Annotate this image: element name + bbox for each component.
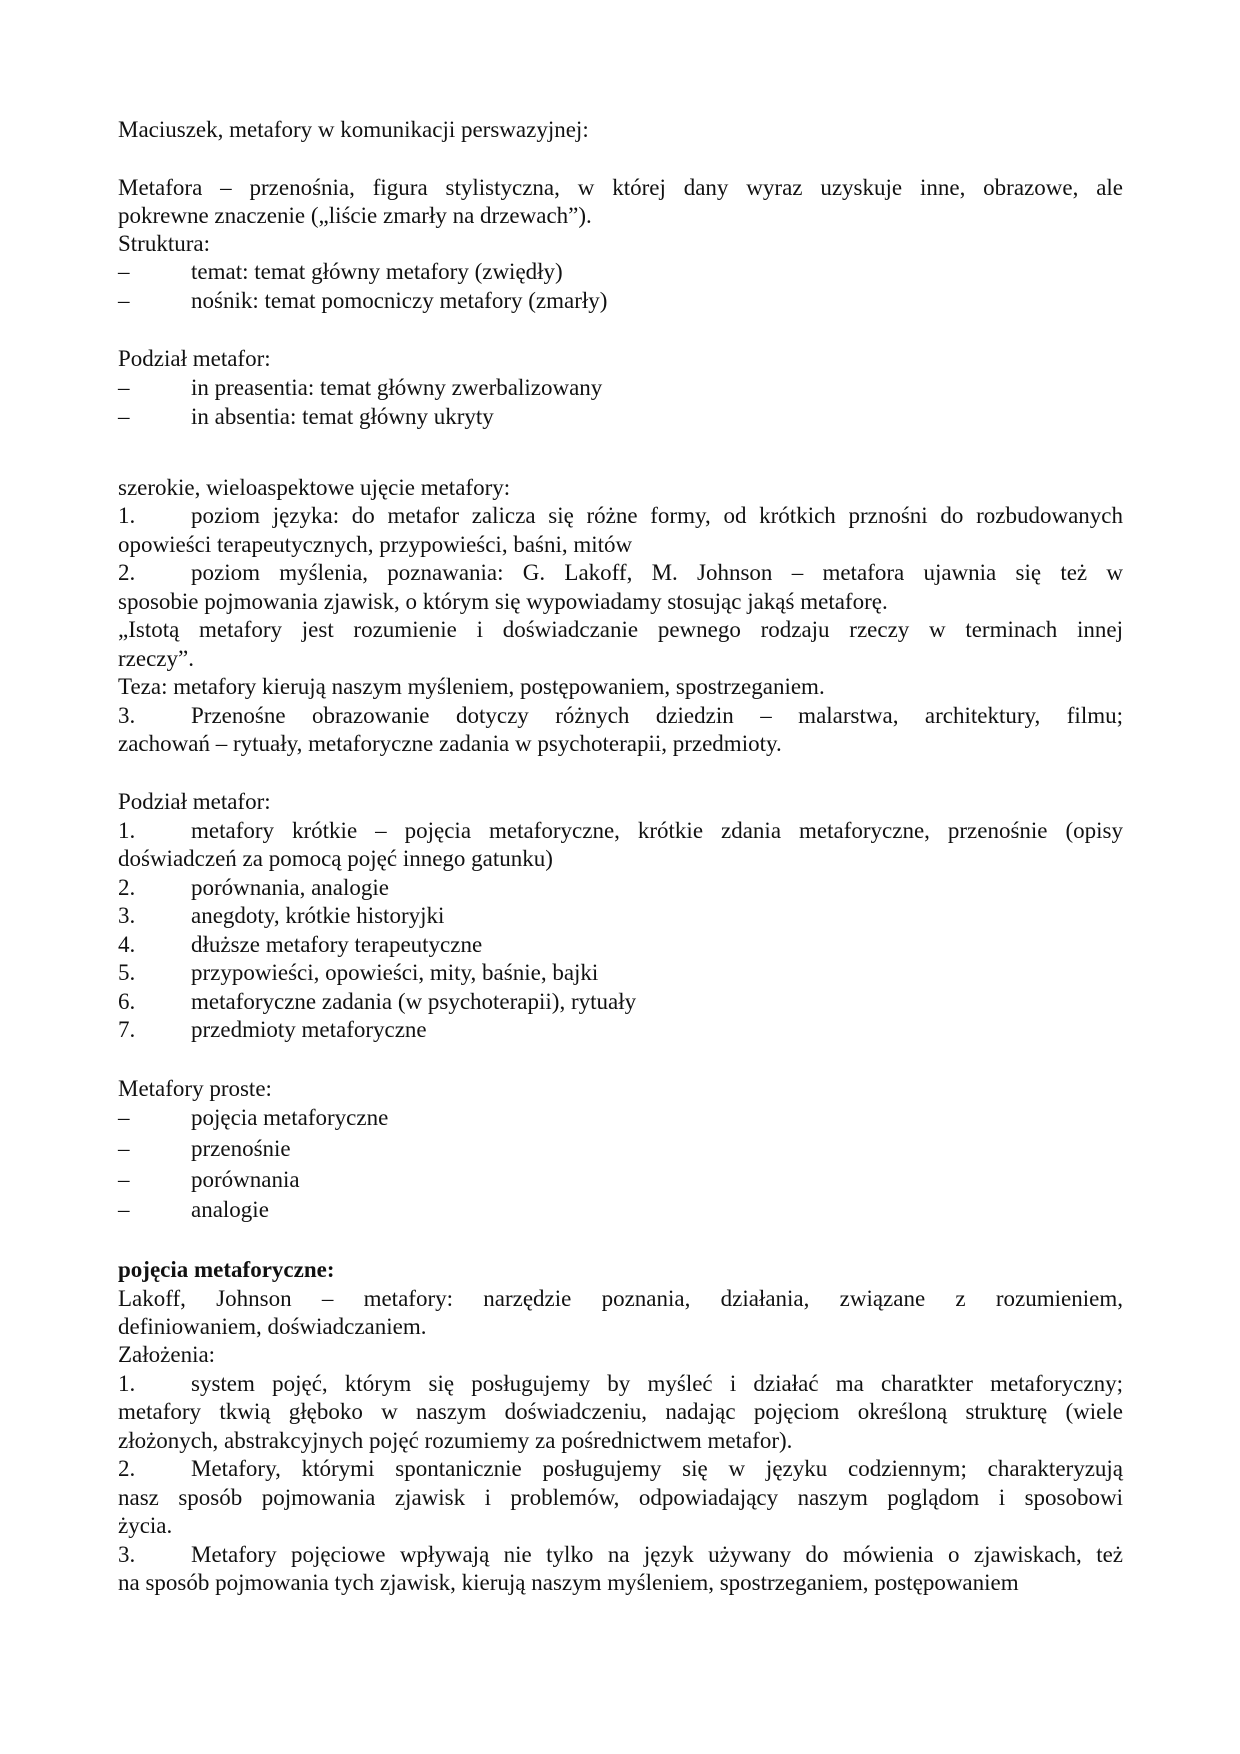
number-marker: 3. <box>118 703 136 728</box>
item-text: porównania <box>191 1167 300 1192</box>
structure-heading: Struktura: <box>118 231 210 256</box>
dash-bullet: – <box>118 1136 130 1161</box>
item-text: pojęcia metaforyczne <box>191 1105 389 1130</box>
definition-line-2: pokrewne znaczenie („liście zmarły na drzewach”). <box>118 203 592 228</box>
number-marker: 7. <box>118 1017 136 1042</box>
quote-line-1: „Istotą metafory jest rozumienie i doświadczanie pewnego rodzaju rzeczy w terminach innej <box>118 617 1123 642</box>
thesis-line: Teza: metafory kierują naszym myśleniem, postępowaniem, spostrzeganiem. <box>118 674 825 699</box>
number-marker: 5. <box>118 960 136 985</box>
item-text: temat: temat główny metafory (zwiędły) <box>191 259 563 284</box>
dash-bullet: – <box>118 1105 130 1130</box>
item-text: poziom języka: do metafor zalicza się różne formy, od krótkich prznośni do rozbudowanych <box>191 503 1123 528</box>
division1-heading: Podział metafor: <box>118 346 271 371</box>
dash-bullet: – <box>118 288 130 313</box>
dash-bullet: – <box>118 259 130 284</box>
broad-heading: szerokie, wieloaspektowe ujęcie metafory: <box>118 475 511 500</box>
simple-heading: Metafory proste: <box>118 1076 272 1101</box>
number-marker: 1. <box>118 818 136 843</box>
item-text: Przenośne obrazowanie dotyczy różnych dziedzin – malarstwa, architektury, filmu; <box>191 703 1123 728</box>
item-text: porównania, analogie <box>191 875 389 900</box>
definition-line-1: Metafora – przenośnia, figura stylistyczna, w której dany wyraz uzyskuje inne, obrazowe, ale <box>118 175 1123 200</box>
item-text: metafory krótkie – pojęcia metaforyczne, krótkie zdania metaforyczne, przenośnie (opisy <box>191 818 1123 843</box>
division2-heading: Podział metafor: <box>118 789 271 814</box>
number-marker: 1. <box>118 1371 136 1396</box>
quote-line-2: rzeczy”. <box>118 646 194 671</box>
number-marker: 6. <box>118 989 136 1014</box>
assumption-item-1-cont: złożonych, abstrakcyjnych pojęć rozumiemy za pośrednictwem metafor). <box>118 1428 793 1453</box>
item-text: przenośnie <box>191 1136 291 1161</box>
broad-item-2-cont: sposobie pojmowania zjawisk, o którym się wypowiadamy stosując jakąś metaforę. <box>118 589 888 614</box>
item-text: system pojęć, którym się posługujemy by myśleć i działać ma charatkter metaforyczny; <box>191 1371 1123 1396</box>
item-text: nośnik: temat pomocniczy metafory (zmarły) <box>191 288 608 313</box>
item-text: Metafory pojęciowe wpływają nie tylko na język używany do mówienia o zjawiskach, też <box>191 1542 1123 1567</box>
dash-bullet: – <box>118 1197 130 1222</box>
item-text: poziom myślenia, poznawania: G. Lakoff, M. Johnson – metafora ujawnia się też w <box>191 560 1123 585</box>
division2-item-1-cont: doświadczeń za pomocą pojęć innego gatunku) <box>118 846 553 871</box>
item-text: in absentia: temat główny ukryty <box>191 404 494 429</box>
item-text: przedmioty metaforyczne <box>191 1017 427 1042</box>
document-title: Maciuszek, metafory w komunikacji perswazyjnej: <box>118 117 589 142</box>
concepts-intro-line-1: Lakoff, Johnson – metafory: narzędzie poznania, działania, związane z rozumieniem, <box>118 1286 1123 1311</box>
item-text: analogie <box>191 1197 269 1222</box>
assumption-item-3-cont: na sposób pojmowania tych zjawisk, kierują naszym myśleniem, spostrzeganiem, postępowaniem <box>118 1570 1019 1595</box>
number-marker: 3. <box>118 903 136 928</box>
item-text: dłuższe metafory terapeutyczne <box>191 932 483 957</box>
assumptions-label: Założenia: <box>118 1342 216 1367</box>
concepts-heading: pojęcia metaforyczne: <box>118 1257 335 1282</box>
item-text: przypowieści, opowieści, mity, baśnie, bajki <box>191 960 599 985</box>
item-text: anegdoty, krótkie historyjki <box>191 903 445 928</box>
dash-bullet: – <box>118 375 130 400</box>
assumption-item-2-cont: życia. <box>118 1513 173 1538</box>
concepts-intro-line-2: definiowaniem, doświadczaniem. <box>118 1314 427 1339</box>
number-marker: 4. <box>118 932 136 957</box>
assumption-item-2-cont: nasz sposób pojmowania zjawisk i problemów, odpowiadający naszym poglądom i sposobowi <box>118 1485 1123 1510</box>
number-marker: 1. <box>118 503 136 528</box>
number-marker: 2. <box>118 1456 136 1481</box>
number-marker: 2. <box>118 875 136 900</box>
item-text: in preasentia: temat główny zwerbalizowany <box>191 375 603 400</box>
broad-item-1-cont: opowieści terapeutycznych, przypowieści, baśni, mitów <box>118 532 633 557</box>
assumption-item-1-cont: metafory tkwią głęboko w naszym doświadczeniu, nadając pojęciom określoną strukturę (wiele <box>118 1399 1123 1424</box>
number-marker: 3. <box>118 1542 136 1567</box>
item-text: metaforyczne zadania (w psychoterapii), rytuały <box>191 989 637 1014</box>
broad-item-3-cont: zachowań – rytuały, metaforyczne zadania w psychoterapii, przedmioty. <box>118 731 782 756</box>
number-marker: 2. <box>118 560 136 585</box>
item-text: Metafory, którymi spontanicznie posługujemy się w języku codziennym; charakteryzują <box>191 1456 1123 1481</box>
dash-bullet: – <box>118 1167 130 1192</box>
dash-bullet: – <box>118 404 130 429</box>
